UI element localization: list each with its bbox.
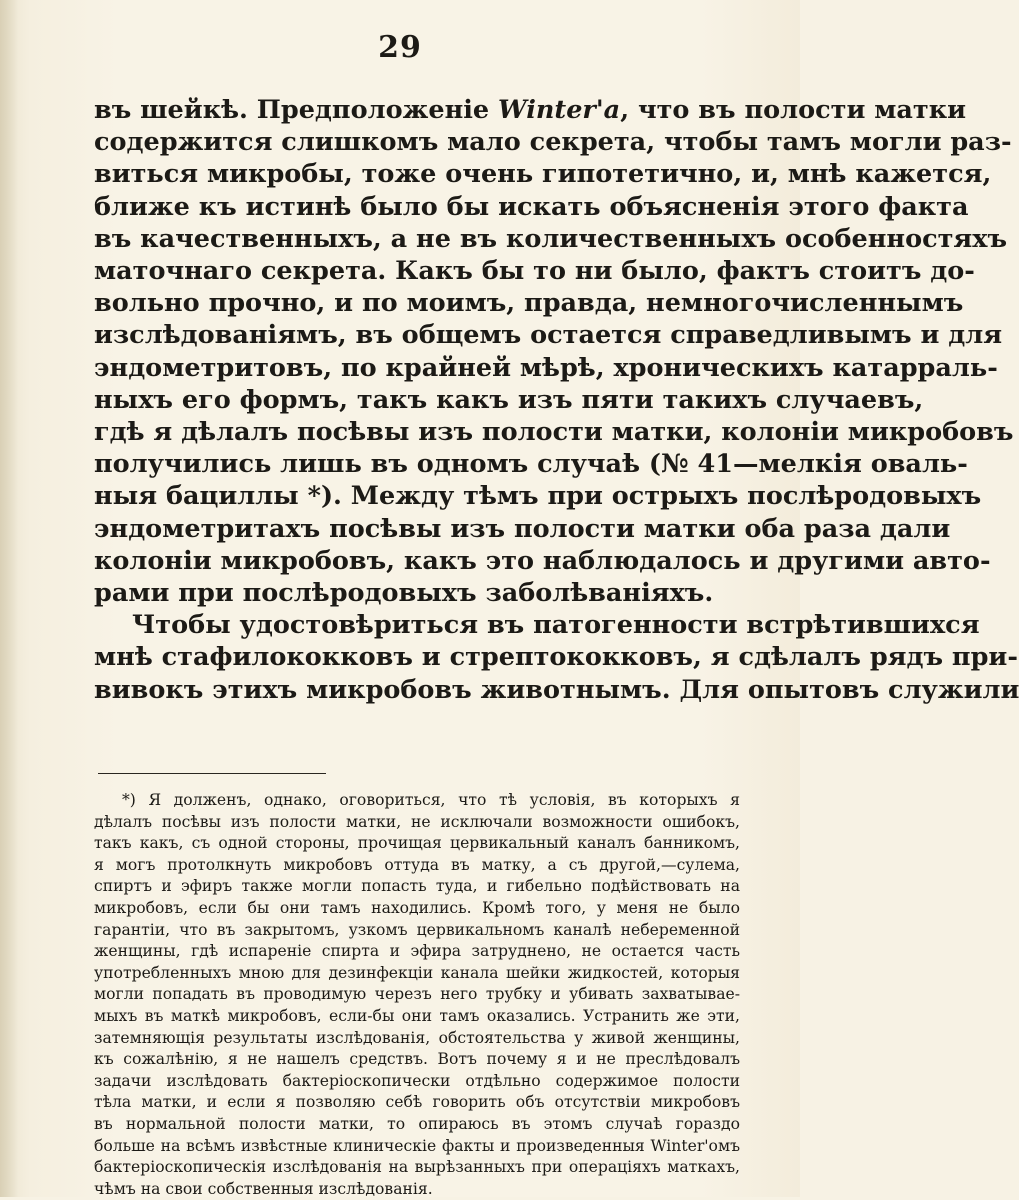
main-line-7: вольно прочно, и по моимъ, правда, немногочисленнымъ [94, 288, 964, 319]
footnote-line-4: я могъ протолкнуть микробовъ оттуда въ матку, а съ другой,—сулема, [94, 855, 740, 874]
footnote-line-14: задачи изслѣдовать бактеріоскопически отдѣльно содержимое полости [94, 1071, 740, 1090]
footnote-line-2: дѣлалъ посѣвы изъ полости матки, не исключали возможности ошибокъ, [94, 812, 740, 831]
main-line-2: содержится слишкомъ мало секрета, чтобы тамъ могли раз- [94, 127, 1012, 158]
footnote-line-6: микробовъ, если бы они тамъ находились. Кромѣ того, у меня не было [94, 898, 740, 917]
main-line-16: рами при послѣродовыхъ заболѣваніяхъ. [94, 578, 714, 609]
main-line-17: Чтобы удостовѣриться въ патогенности встрѣтившихся [132, 610, 980, 641]
footnote-line-3: такъ какъ, съ одной стороны, прочищая цервикальный каналъ банникомъ, [94, 834, 740, 853]
footnote-line-5: спиртъ и эфиръ также могли попасть туда, и гибельно подѣйствовать на [94, 877, 740, 896]
main-line-4: ближе къ истинѣ было бы искать объясненія этого факта [94, 191, 969, 222]
footnote-line-19: чѣмъ на свои собственныя изслѣдованія. [94, 1179, 433, 1198]
main-line-11: гдѣ я дѣлалъ посѣвы изъ полости матки, колоніи микробовъ [94, 417, 1014, 448]
main-line-10: ныхъ его формъ, такъ какъ изъ пяти такихъ случаевъ, [94, 384, 924, 415]
main-line-13: ныя бациллы *). Между тѣмъ при острыхъ послѣродовыхъ [94, 481, 982, 512]
footnote-line-7: гарантіи, что въ закрытомъ, узкомъ цервикальномъ каналѣ небеременной [94, 920, 740, 939]
footnote-block [94, 790, 740, 1200]
footnote-line-15: тѣла матки, и если я позволяю себѣ говорить объ отсутствіи микробовъ [94, 1093, 740, 1112]
footnote-line-9: употребленныхъ мною для дезинфекціи канала шейки жидкостей, которыя [94, 963, 740, 982]
main-line-5: въ качественныхъ, а не въ количественныхъ особенностяхъ [94, 223, 1008, 254]
footnote-line-13: къ сожалѣнію, я не нашелъ средствъ. Вотъ почему я и не преслѣдовалъ [94, 1050, 740, 1069]
footnote-line-10: могли попадать въ проводимую черезъ него трубку и убивать захватывае- [94, 985, 740, 1004]
main-text-block [94, 94, 1019, 706]
footnote-line-11: мыхъ въ маткѣ микробовъ, если-бы они тамъ оказались. Устранить же эти, [94, 1006, 740, 1025]
main-line-1: въ шейкѣ. Предположеніе Winter'a, что въ полости матки [94, 95, 967, 125]
footnote-line-16: въ нормальной полости матки, то опираюсь въ этомъ случаѣ гораздо [94, 1114, 740, 1133]
footnote-line-8: женщины, гдѣ испареніе спирта и эфира затруднено, не остается часть [94, 942, 740, 961]
footnote-line-18: бактеріоскопическія изслѣдованія на вырѣзанныхъ при операціяхъ маткахъ, [94, 1158, 740, 1177]
main-line-8: изслѣдованіямъ, въ общемъ остается справедливымъ и для [94, 320, 1003, 351]
main-line-12: получились лишь въ одномъ случаѣ (№ 41—мелкія оваль- [94, 449, 968, 480]
footnote-line-17: больше на всѣмъ извѣстные клиническіе факты и произведенныя Winter'омъ [94, 1136, 740, 1155]
main-line-6: маточнаго секрета. Какъ бы то ни было, фактъ стоитъ до- [94, 256, 975, 287]
main-line-3: виться микробы, тоже очень гипотетично, и, мнѣ кажется, [94, 159, 992, 190]
footnote-line-12: затемняющія результаты изслѣдованія, обстоятельства у живой женщины, [94, 1028, 740, 1047]
footnote-divider [98, 773, 326, 774]
page-number: 29 [378, 30, 422, 65]
main-line-15: колоніи микробовъ, какъ это наблюдалось и другими авто- [94, 545, 991, 576]
main-line-14: эндометритахъ посѣвы изъ полости матки оба раза дали [94, 513, 951, 544]
main-line-9: эндометритовъ, по крайней мѣрѣ, хроническихъ катарраль- [94, 352, 998, 383]
binding-shadow [0, 0, 18, 1197]
main-line-19: вивокъ этихъ микробовъ животнымъ. Для опытовъ служили [94, 674, 1019, 705]
main-line-18: мнѣ стафилококковъ и стрептококковъ, я сдѣлалъ рядъ при- [94, 642, 1018, 673]
footnote-line-1: *) Я долженъ, однако, оговориться, что тѣ условія, въ которыхъ я [122, 791, 740, 809]
